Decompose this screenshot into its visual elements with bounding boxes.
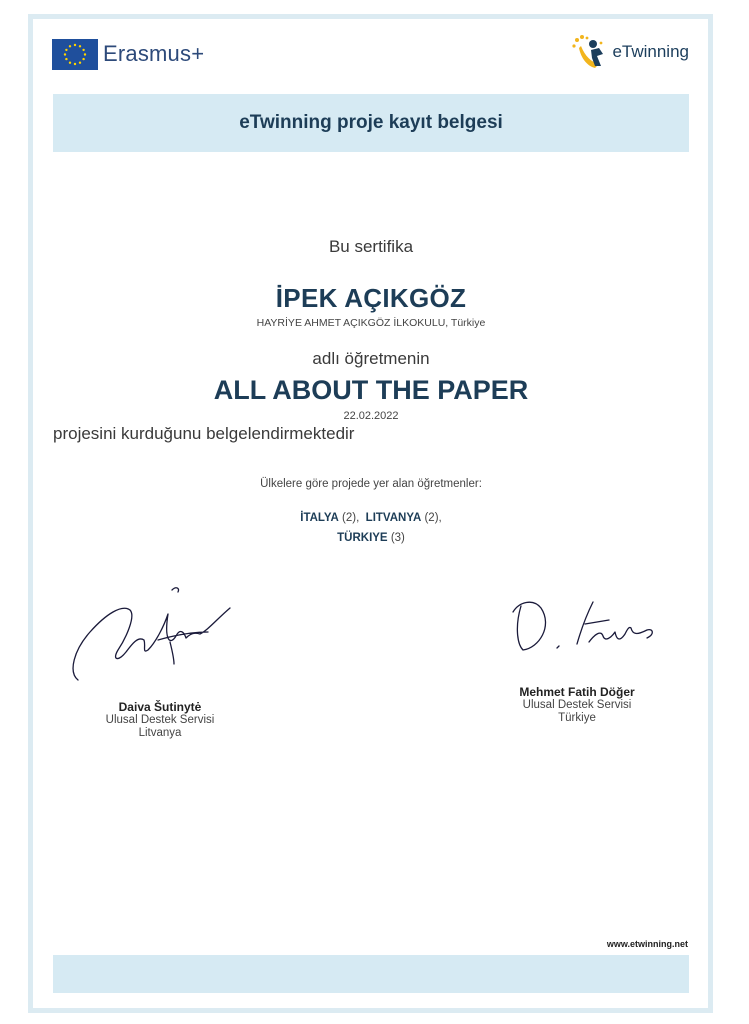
handwritten-signature-left [60,580,260,695]
country-name: TÜRKIYE [337,532,388,544]
signer-name: Mehmet Fatih Döğer [519,685,635,699]
signature-block-left [60,580,260,740]
project-name: ALL ABOUT THE PAPER [213,375,529,405]
teacher-suffix: adlı öğretmenin [312,349,430,368]
country-count: (2), [342,512,360,524]
etwinning-logo [571,34,689,70]
project-date: 22.02.2022 [343,410,399,422]
etwinning-label: eTwinning [612,42,689,61]
footer-band [53,955,689,993]
intro-text: Bu sertifika [328,237,414,256]
country-count: (2), [424,512,442,524]
eu-flag-icon [52,39,98,70]
partner-countries [53,508,689,548]
country-name: LITVANYA [365,512,422,524]
signer-role: Ulusal Destek Servisi [105,714,215,726]
etwinning-figures-icon [571,34,609,70]
partners-heading: Ülkelere göre projede yer alan öğretmenler: [260,478,482,490]
signer-country: Türkiye [558,712,596,724]
country-count: (3) [390,532,405,544]
country-name: İTALYA [300,512,339,524]
handwritten-signature-right [477,590,677,680]
title-band [53,94,689,152]
certificate-statement: projesini kurduğunu belgelendirmektedir [53,424,355,443]
website-link[interactable]: www.etwinning.net [606,939,688,949]
erasmus-label: Erasmus+ [103,41,205,66]
signer-country: Litvanya [138,727,182,739]
signer-role: Ulusal Destek Servisi [522,699,632,711]
erasmus-logo [52,37,204,71]
signature-block-right [477,590,677,725]
school-name: HAYRİYE AHMET AÇIKGÖZ İLKOKULU, Türkiye [256,317,486,329]
teacher-name: İPEK AÇIKGÖZ [275,283,467,313]
certificate-title: eTwinning proje kayıt belgesi [239,112,503,133]
signer-name: Daiva Šutinytė [118,700,202,714]
